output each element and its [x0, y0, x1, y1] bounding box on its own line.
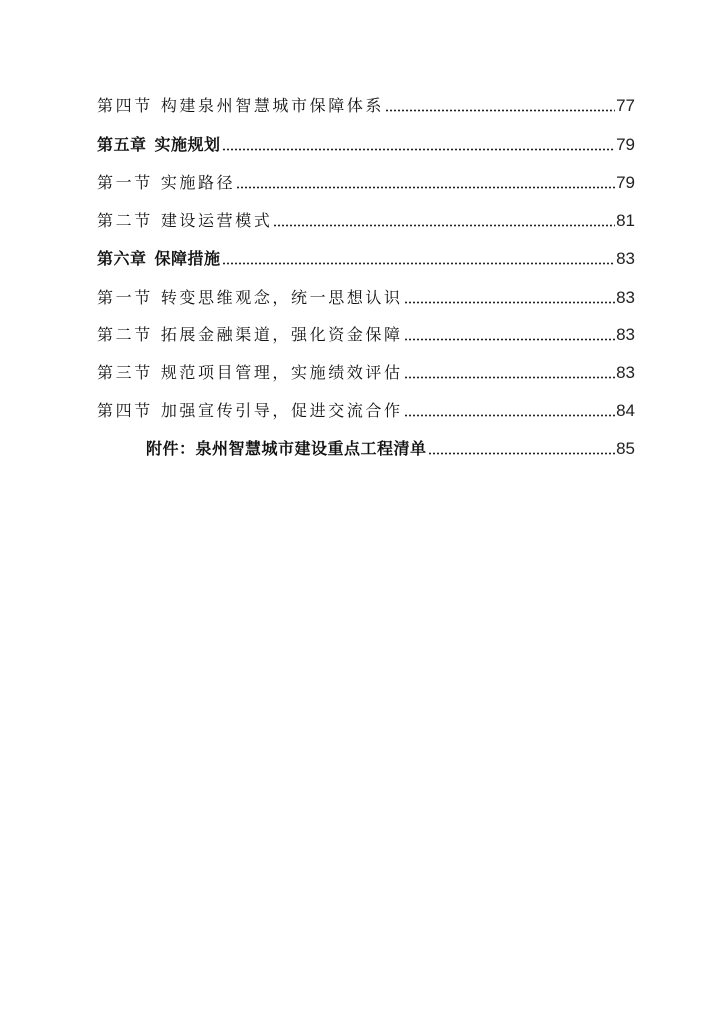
- toc-page-number: 83: [616, 363, 635, 382]
- toc-page-number: 81: [616, 211, 635, 230]
- toc-entry[interactable]: [97, 284, 635, 308]
- toc-page-number: 83: [616, 249, 635, 268]
- toc-page-number: 83: [616, 325, 635, 344]
- toc-entry-label: 第三节 规范项目管理，实施绩效评估: [97, 363, 403, 382]
- toc-entry[interactable]: [97, 131, 635, 155]
- dot-leader: [385, 109, 615, 112]
- dot-leader: [404, 414, 615, 417]
- toc-entry-label: 第二节 建设运营模式: [97, 211, 273, 230]
- toc-page-number: 77: [616, 96, 635, 115]
- dot-leader: [222, 148, 616, 151]
- toc-page-number: 83: [616, 288, 635, 307]
- toc-entry-label: 第四节 构建泉州智慧城市保障体系: [97, 96, 385, 115]
- toc-entry-label: 第二节 拓展金融渠道，强化资金保障: [97, 325, 403, 344]
- toc-entry[interactable]: [97, 245, 635, 269]
- toc-entry-label: 第五章 实施规划: [97, 135, 221, 154]
- toc-page-number: 84: [616, 401, 635, 420]
- toc-entry-label: 附件：泉州智慧城市建设重点工程清单: [146, 439, 427, 458]
- toc-entry-label: 第六章 保障措施: [97, 249, 221, 268]
- toc-entry-label: 第一节 转变思维观念，统一思想认识: [97, 288, 403, 307]
- toc-entry[interactable]: [97, 92, 635, 116]
- toc-entry-annex[interactable]: [146, 435, 635, 459]
- toc-entry[interactable]: [97, 207, 635, 231]
- dot-leader: [404, 301, 615, 304]
- dot-leader: [222, 262, 616, 265]
- dot-leader: [428, 452, 616, 455]
- dot-leader: [273, 224, 615, 227]
- dot-leader: [404, 376, 615, 379]
- toc-entry[interactable]: [97, 397, 635, 421]
- toc-entry[interactable]: [97, 169, 635, 193]
- toc-page-number: 85: [616, 439, 635, 458]
- dot-leader: [404, 338, 615, 341]
- dot-leader: [236, 186, 615, 189]
- toc-entry-label: 第四节 加强宣传引导，促进交流合作: [97, 401, 403, 420]
- toc-page-number: 79: [616, 135, 635, 154]
- toc-page-number: 79: [616, 173, 635, 192]
- toc-entry-label: 第一节 实施路径: [97, 173, 236, 192]
- toc-entry[interactable]: [97, 359, 635, 383]
- toc-entry[interactable]: [97, 321, 635, 345]
